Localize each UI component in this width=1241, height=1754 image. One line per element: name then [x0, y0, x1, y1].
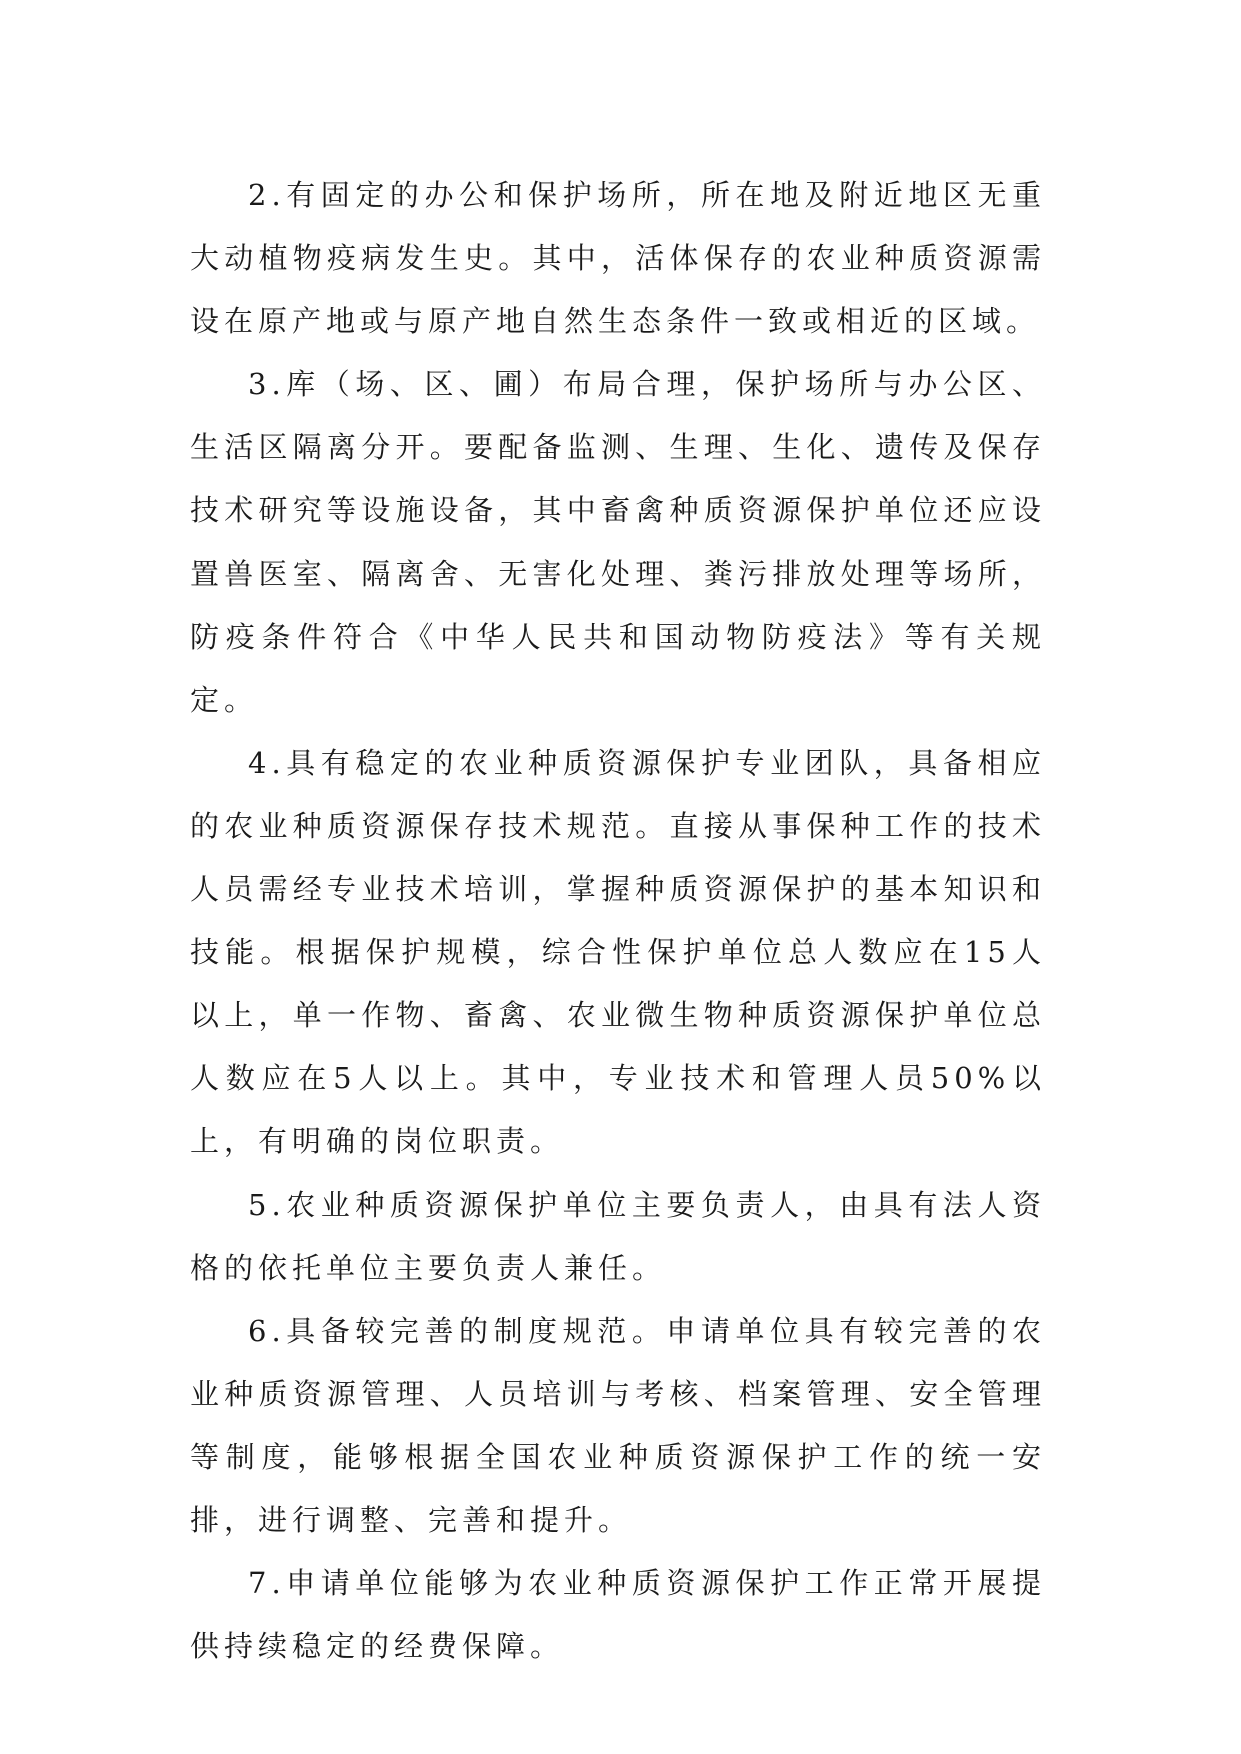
- paragraph-5-head-of-unit: 5.农业种质资源保护单位主要负责人，由具有法人资格的依托单位主要负责人兼任。: [190, 1187, 1046, 1285]
- paragraph-4-team-staffing: 4.具有稳定的农业种质资源保护专业团队，具备相应的农业种质资源保存技术规范。直接从事保种工作的技术人员需经专业技术培训，掌握种质资源保护的基本知识和技能。根据保护规模，综合性保护单位总人数应在15人以上，单一作物、畜禽、农业微生物种质资源保护单位总人数应在5人以上。其中，专业技术和管理人员50%以上，有明确的岗位职责。: [190, 745, 1046, 1159]
- paragraph-7-funding: 7.申请单位能够为农业种质资源保护工作正常开展提供持续稳定的经费保障。: [190, 1566, 1046, 1664]
- paragraph-3-layout-facilities: 3.库（场、区、圃）布局合理，保护场所与办公区、生活区隔离分开。要配备监测、生理、生化、遗传及保存技术研究等设施设备，其中畜禽种质资源保护单位还应设置兽医室、隔离舍、无害化处理、粪污排放处理等场所，防疫条件符合《中华人民共和国动物防疫法》等有关规定。: [190, 367, 1046, 717]
- paragraph-6-regulations: 6.具备较完善的制度规范。申请单位具有较完善的农业种质资源管理、人员培训与考核、档案管理、安全管理等制度，能够根据全国农业种质资源保护工作的统一安排，进行调整、完善和提升。: [190, 1313, 1046, 1537]
- document-body: [190, 164, 1046, 1678]
- paragraph-2-office-site: 2.有固定的办公和保护场所，所在地及附近地区无重大动植物疫病发生史。其中，活体保存的农业种质资源需设在原产地或与原产地自然生态条件一致或相近的区域。: [190, 178, 1046, 339]
